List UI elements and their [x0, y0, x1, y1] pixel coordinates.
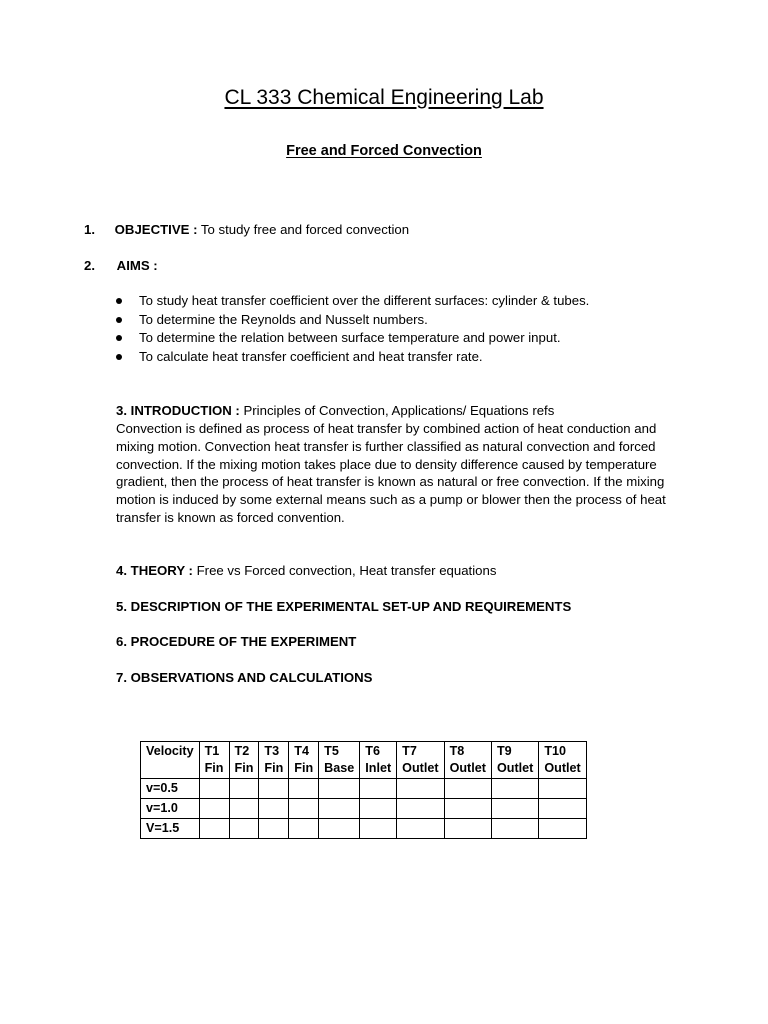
section-description: [116, 599, 571, 614]
table-cell: [444, 779, 491, 799]
table-cell: [360, 779, 397, 799]
table-cell: [289, 799, 319, 819]
section-label: OBSERVATIONS AND CALCULATIONS: [130, 670, 373, 685]
table-cell: [319, 799, 360, 819]
bullet-icon: [116, 317, 122, 323]
table-header-cell: T7 Outlet: [397, 742, 444, 779]
section-text: Principles of Convection, Applications/ Equations refs: [239, 403, 555, 418]
table-cell: [539, 799, 586, 819]
table-cell: [397, 819, 444, 839]
table-header-cell: T10 Outlet: [539, 742, 586, 779]
section-observations: [116, 670, 372, 685]
list-item: To study heat transfer coefficient over the different surfaces: cylinder & tubes.: [139, 293, 590, 308]
table-header-cell: T6 Inlet: [360, 742, 397, 779]
section-text: Free vs Forced convection, Heat transfer equations: [192, 563, 497, 578]
section-number: 2.: [84, 258, 95, 273]
table-header-cell: T2 Fin: [229, 742, 259, 779]
bullet-icon: [116, 298, 122, 304]
table-row: [141, 779, 587, 799]
section-text: To study free and forced convection: [197, 222, 410, 237]
table-cell: [491, 819, 538, 839]
observation-table: [140, 741, 587, 839]
table-cell: [491, 779, 538, 799]
section-label: THEORY :: [130, 563, 193, 578]
introduction-paragraph: Convection is defined as process of heat transfer by combined action of heat conduction and mixing motion. Convection heat transfer is further classified as natural convection and forced convection. If the mixing motion takes place due to density difference caused by temperature gradient, then the process of heat transfer is known as natural or free convection. If the mixing motion is induced by some external means such as a pump or blower then the process of heat transfer is known as forced convention.: [116, 421, 666, 525]
section-label: INTRODUCTION :: [130, 403, 240, 418]
table-cell: [360, 799, 397, 819]
table-cell: [259, 819, 289, 839]
table-cell: [397, 779, 444, 799]
table-cell: [319, 819, 360, 839]
document-subtitle: Free and Forced Convection: [286, 143, 482, 159]
table-cell: [229, 779, 259, 799]
table-cell: [259, 779, 289, 799]
table-cell: [259, 799, 289, 819]
table-header-cell: T5 Base: [319, 742, 360, 779]
table-cell: [229, 799, 259, 819]
list-item: To determine the Reynolds and Nusselt numbers.: [139, 312, 428, 327]
table-cell: [199, 779, 229, 799]
section-introduction: [116, 403, 554, 418]
table-header-cell: T3 Fin: [259, 742, 289, 779]
table-cell: [199, 799, 229, 819]
section-number: 1.: [84, 222, 95, 237]
section-label: OBJECTIVE :: [114, 222, 198, 237]
table-cell: [491, 799, 538, 819]
table-cell: [397, 799, 444, 819]
section-procedure: [116, 634, 356, 649]
table-header-cell: Velocity: [141, 742, 200, 779]
table-row: [141, 799, 587, 819]
section-number: 3.: [116, 403, 127, 418]
section-number: 7.: [116, 670, 127, 685]
table-cell: [444, 819, 491, 839]
table-cell: [444, 799, 491, 819]
row-label: V=1.5: [141, 819, 200, 839]
table-cell: [319, 779, 360, 799]
section-number: 6.: [116, 634, 127, 649]
table-cell: [289, 779, 319, 799]
table-header-cell: T9 Outlet: [491, 742, 538, 779]
section-objective: [84, 222, 409, 237]
section-label: AIMS :: [116, 258, 158, 273]
section-theory: [116, 563, 496, 578]
table-header-cell: T8 Outlet: [444, 742, 491, 779]
section-label: DESCRIPTION OF THE EXPERIMENTAL SET-UP AND REQUIREMENTS: [130, 599, 572, 614]
table-cell: [199, 819, 229, 839]
section-aims: [84, 258, 158, 273]
document-title: CL 333 Chemical Engineering Lab: [224, 86, 544, 109]
section-number: 5.: [116, 599, 127, 614]
bullet-icon: [116, 354, 122, 360]
table-cell: [229, 819, 259, 839]
bullet-icon: [116, 335, 122, 341]
section-label: PROCEDURE OF THE EXPERIMENT: [130, 634, 357, 649]
table-header-cell: T4 Fin: [289, 742, 319, 779]
table-cell: [360, 819, 397, 839]
section-number: 4.: [116, 563, 127, 578]
table-header-cell: T1 Fin: [199, 742, 229, 779]
table-cell: [539, 819, 586, 839]
row-label: v=0.5: [141, 779, 200, 799]
list-item: To determine the relation between surface temperature and power input.: [139, 330, 561, 345]
table-cell: [289, 819, 319, 839]
table-header-row: [141, 742, 587, 779]
table-cell: [539, 779, 586, 799]
row-label: v=1.0: [141, 799, 200, 819]
list-item: To calculate heat transfer coefficient and heat transfer rate.: [139, 349, 483, 364]
table-row: [141, 819, 587, 839]
